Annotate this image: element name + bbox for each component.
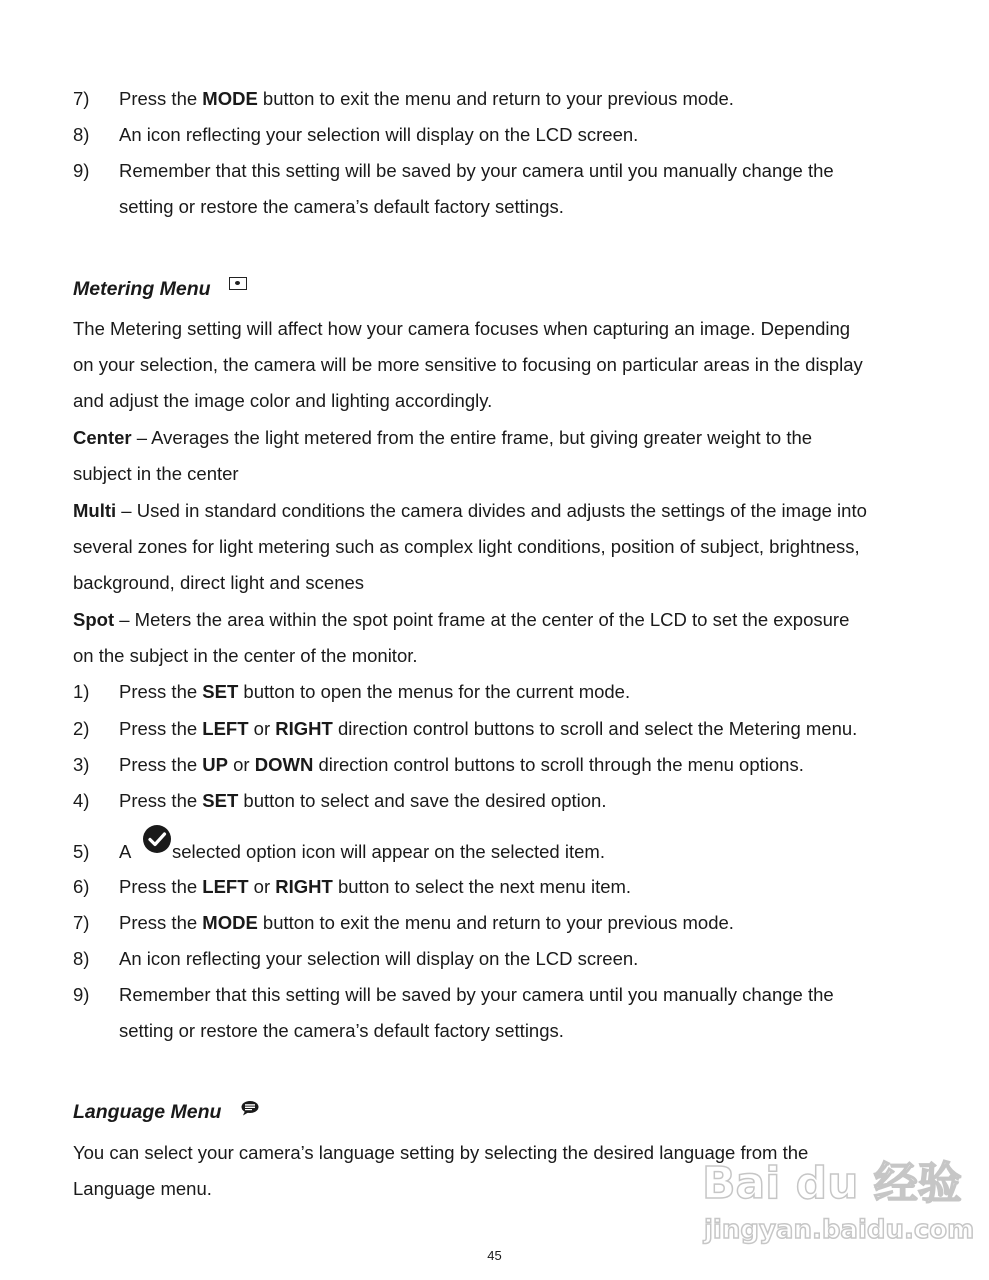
paragraph-line: on the subject in the center of the monitor. [73, 645, 418, 666]
paragraph-line: subject in the center [73, 463, 239, 484]
paragraph-line: You can select your camera’s language setting by selecting the desired language from the [73, 1142, 809, 1163]
metering-heading: Metering Menu [73, 278, 211, 300]
step-number: 2) [73, 718, 90, 739]
step-number: 7) [73, 912, 90, 933]
step-number: 5) [73, 841, 90, 862]
step-number: 1) [73, 681, 90, 702]
language-heading: Language Menu [73, 1101, 222, 1123]
page-number: 45 [487, 1248, 502, 1263]
watermark-url: jingyan.baidu.com [704, 1215, 975, 1245]
step-text: An icon reflecting your selection will display on the LCD screen. [119, 124, 639, 145]
step-number: 9) [73, 160, 90, 181]
step-number: 8) [73, 948, 90, 969]
step-number: 8) [73, 124, 90, 145]
step-number: 4) [73, 790, 90, 811]
step-text: Press the LEFT or RIGHT button to select the next menu item. [119, 876, 632, 897]
step-number: 6) [73, 876, 90, 897]
paragraph-line: and adjust the image color and lighting accordingly. [73, 390, 493, 411]
paragraph-line: Language menu. [73, 1178, 212, 1199]
paragraph-line: several zones for light metering such as complex light conditions, position of subject, brightness, [73, 536, 860, 557]
step-text-a: A [119, 841, 132, 862]
speech-bubble-icon [240, 1100, 260, 1116]
paragraph-line: The Metering setting will affect how your camera focuses when capturing an image. Depending [73, 318, 851, 339]
step-text: An icon reflecting your selection will display on the LCD screen. [119, 948, 639, 969]
step-text: Press the LEFT or RIGHT direction control buttons to scroll and select the Metering menu. [119, 718, 858, 739]
step-text: selected option icon will appear on the selected item. [172, 841, 605, 862]
paragraph-line: on your selection, the camera will be more sensitive to focusing on particular areas in the display [73, 354, 863, 375]
step-number: 7) [73, 88, 90, 109]
metering-icon [229, 277, 247, 290]
step-text: setting or restore the camera’s default factory settings. [119, 196, 564, 217]
step-text: Press the MODE button to exit the menu and return to your previous mode. [119, 912, 734, 933]
step-text: Press the SET button to select and save the desired option. [119, 790, 607, 811]
step-text: Remember that this setting will be saved by your camera until you manually change the [119, 160, 834, 181]
step-text: Press the MODE button to exit the menu and return to your previous mode. [119, 88, 734, 109]
center-definition: Center – Averages the light metered from the entire frame, but giving greater weight to the [73, 427, 813, 448]
paragraph-line: background, direct light and scenes [73, 572, 365, 593]
step-number: 3) [73, 754, 90, 775]
step-number: 9) [73, 984, 90, 1005]
check-circle-icon [142, 824, 172, 854]
watermark-brand: Bai du 经验 [702, 1158, 962, 1209]
step-text: Press the UP or DOWN direction control buttons to scroll through the menu options. [119, 754, 804, 775]
step-text: Press the SET button to open the menus for the current mode. [119, 681, 631, 702]
step-text: Remember that this setting will be saved by your camera until you manually change the [119, 984, 834, 1005]
step-text: setting or restore the camera’s default factory settings. [119, 1020, 564, 1041]
baidu-watermark [700, 1140, 975, 1250]
multi-definition: Multi – Used in standard conditions the camera divides and adjusts the settings of the image into [73, 500, 867, 521]
spot-definition: Spot – Meters the area within the spot point frame at the center of the LCD to set the exposure [73, 609, 850, 630]
